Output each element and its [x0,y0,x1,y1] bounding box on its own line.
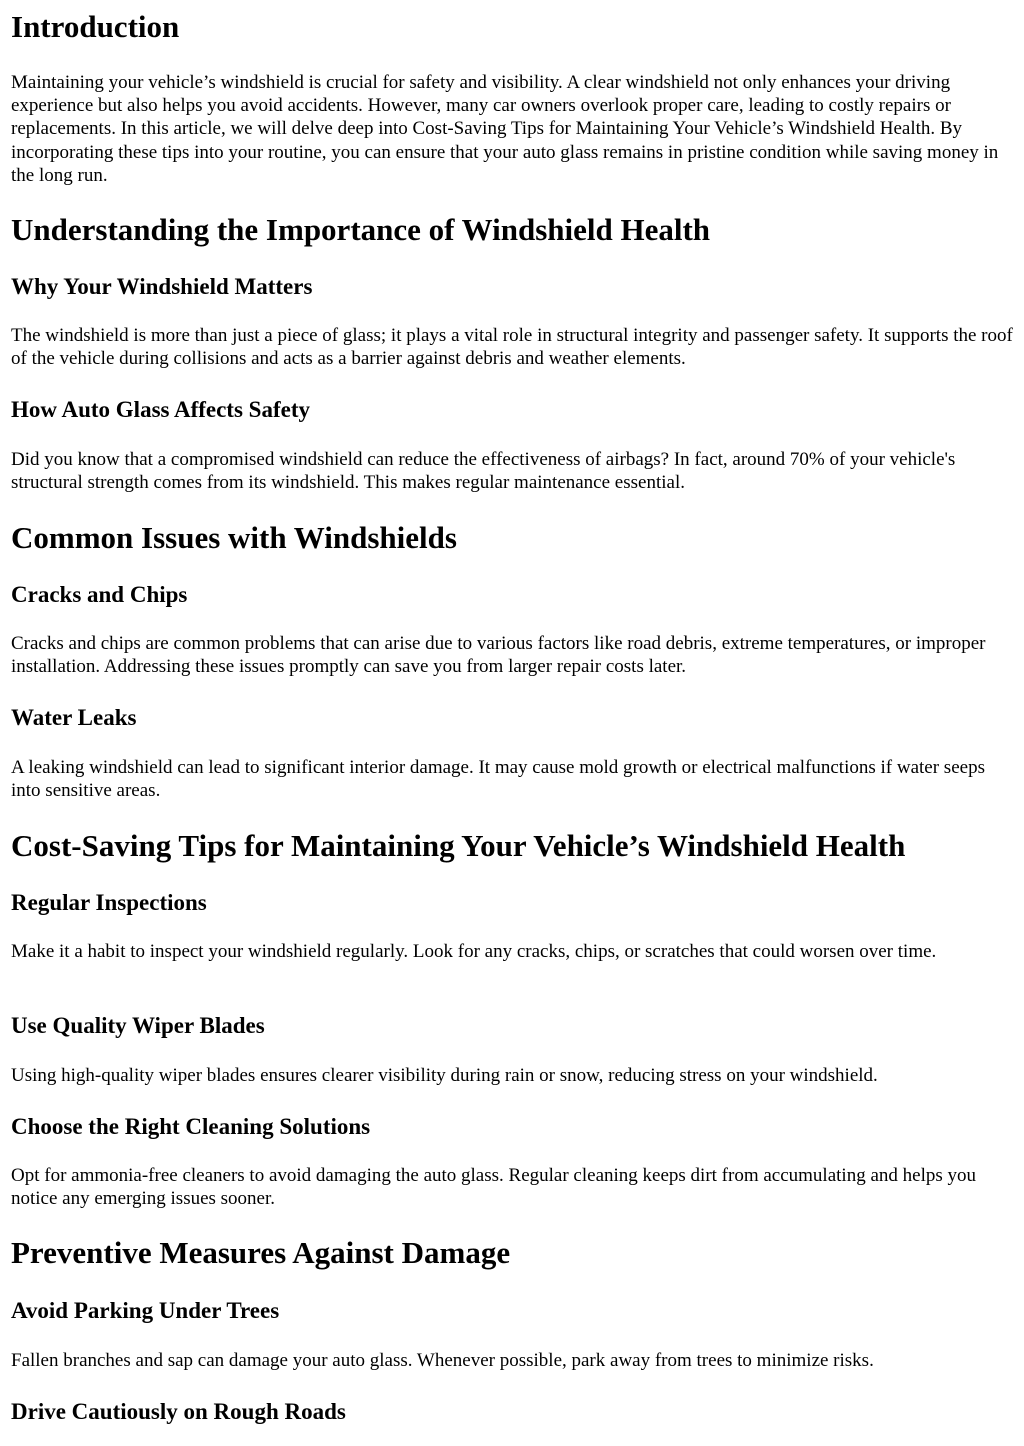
rough-roads-heading: Drive Cautiously on Rough Roads [11,1399,346,1424]
intro-heading: Introduction [11,9,180,44]
cleaning-solutions-heading: Choose the Right Cleaning Solutions [11,1114,371,1139]
why-windshield-text: The windshield is more than just a piece of glass; it plays a vital role in structural integrity and passenger safety. It supports the roof of the vehicle during collisions and acts as a barrier against debris and weather elements. [11,325,1013,370]
auto-glass-safety-heading: How Auto Glass Affects Safety [11,397,310,422]
cost-saving-tips-heading: Cost-Saving Tips for Maintaining Your Vehicle’s Windshield Health [11,828,906,863]
wiper-blades-heading: Use Quality Wiper Blades [11,1013,265,1038]
cracks-chips-heading: Cracks and Chips [11,582,188,607]
preventive-measures-heading: Preventive Measures Against Damage [11,1235,511,1270]
water-leaks-heading: Water Leaks [11,705,137,730]
water-leaks-text: A leaking windshield can lead to significant interior damage. It may cause mold growth or electrical malfunctions if water seeps into sensitive areas. [11,757,985,802]
importance-heading: Understanding the Importance of Windshield Health [11,212,711,247]
intro-paragraph: Maintaining your vehicle’s windshield is crucial for safety and visibility. A clear windshield not only enhances your driving experience but also helps you avoid accidents. However, many car owners overlook proper care, leading to costly repairs or replacements. In this article, we will delve deep into Cost-Saving Tips for Maintaining Your Vehicle’s Windshield Health. By incorporating these tips into your routine, you can ensure that your auto glass remains in pristine condition while saving money in the long run. [11,72,999,186]
auto-glass-safety-text: Did you know that a compromised windshield can reduce the effectiveness of airbags? In fact, around 70% of your vehicle's structural strength comes from its windshield. This makes regular maintenance essential. [11,449,956,494]
avoid-trees-text: Fallen branches and sap can damage your auto glass. Whenever possible, park away from trees to minimize risks. [11,1350,874,1371]
regular-inspections-heading: Regular Inspections [11,890,207,915]
cleaning-solutions-text: Opt for ammonia-free cleaners to avoid damaging the auto glass. Regular cleaning keeps dirt from accumulating and helps you notice any emerging issues sooner. [11,1165,976,1210]
cracks-chips-text: Cracks and chips are common problems that can arise due to various factors like road debris, extreme temperatures, or improper installation. Addressing these issues promptly can save you from larger repair costs later. [11,633,986,678]
common-issues-heading: Common Issues with Windshields [11,520,457,555]
why-windshield-heading: Why Your Windshield Matters [11,274,313,299]
wiper-blades-text: Using high-quality wiper blades ensures clearer visibility during rain or snow, reducing stress on your windshield. [11,1065,878,1086]
avoid-trees-heading: Avoid Parking Under Trees [11,1298,280,1323]
regular-inspections-text: Make it a habit to inspect your windshield regularly. Look for any cracks, chips, or scratches that could worsen over time. [11,941,937,962]
